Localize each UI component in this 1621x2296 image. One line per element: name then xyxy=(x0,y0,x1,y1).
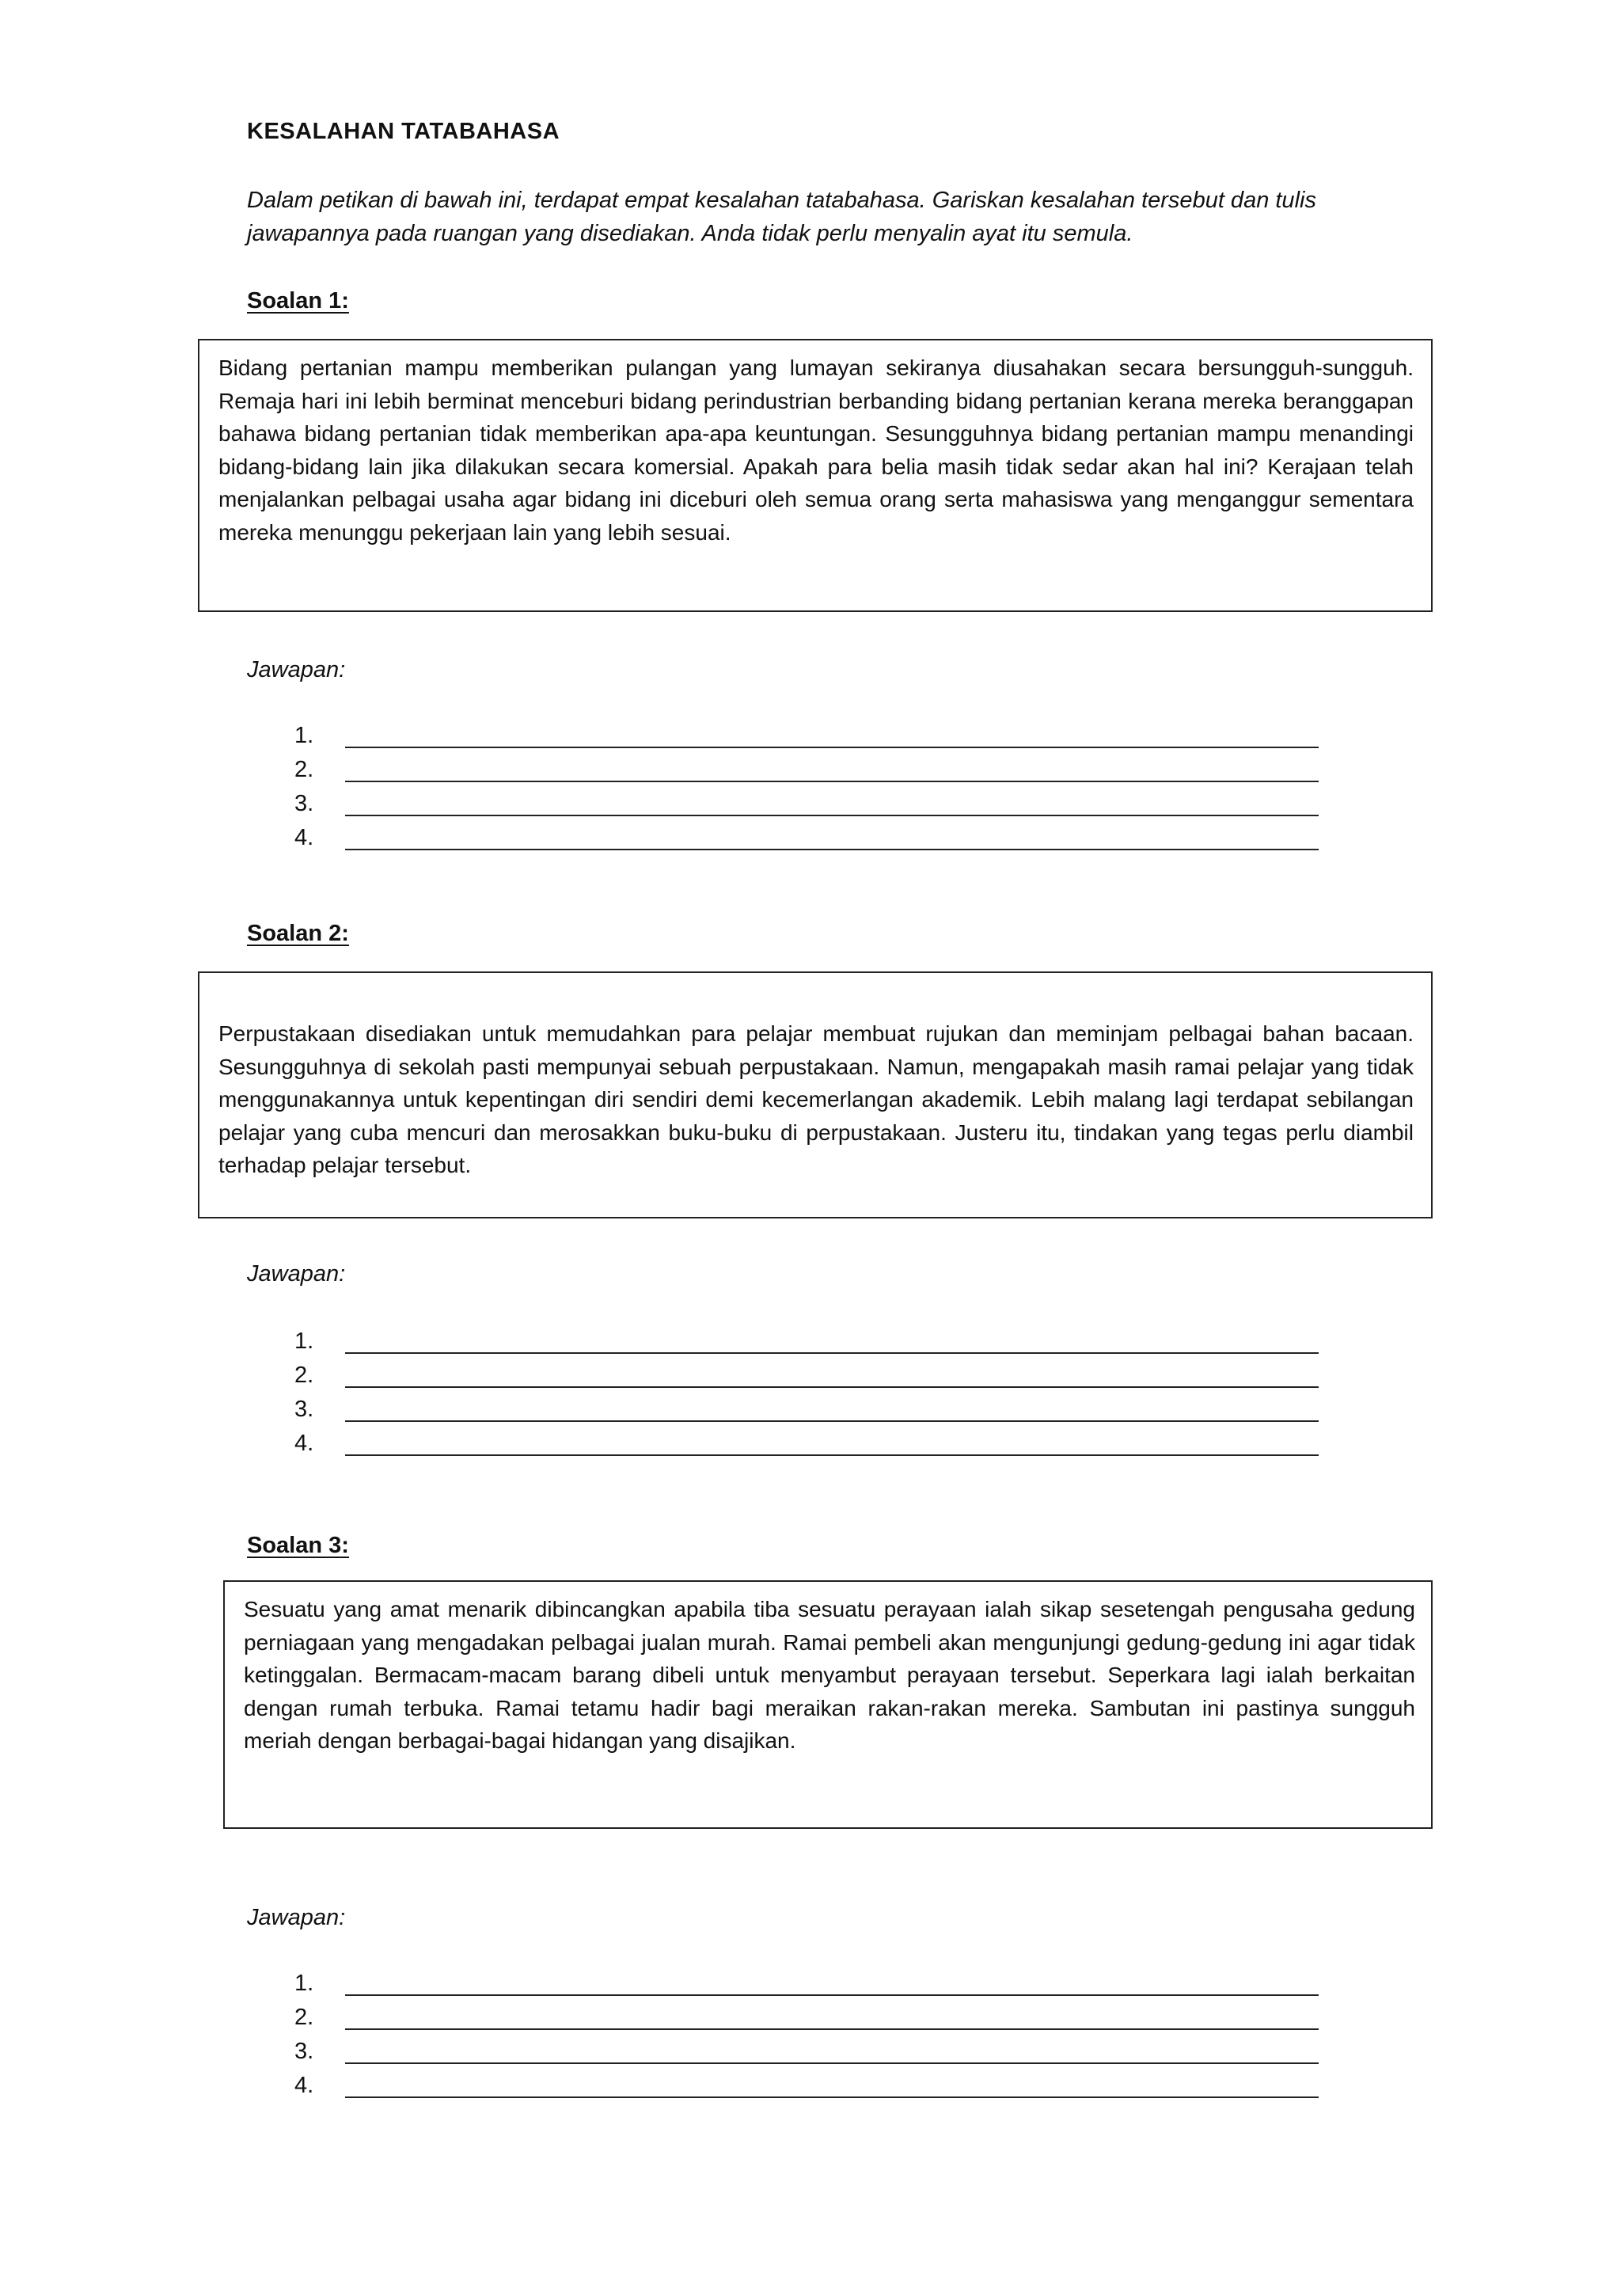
instructions-text: Dalam petikan di bawah ini, terdapat empat kesalahan tatabahasa. Gariskan kesalahan tersebut dan tulis jawapannya pada ruangan yang disediakan. Anda tidak perlu menyalin ayat itu semula. xyxy=(247,188,1316,246)
answer-line[interactable] xyxy=(345,1994,1319,1996)
answer-line[interactable] xyxy=(345,747,1319,748)
answer-line[interactable] xyxy=(345,2062,1319,2064)
question-1-passage-box xyxy=(198,339,1433,612)
question-3-answer-label: Jawapan: xyxy=(247,1905,346,1930)
question-2-heading: Soalan 2: xyxy=(247,921,349,946)
answer-line[interactable] xyxy=(345,1352,1319,1354)
answer-number: 2. xyxy=(294,2005,314,2030)
question-1-heading: Soalan 1: xyxy=(247,288,349,314)
answer-line[interactable] xyxy=(345,815,1319,816)
question-1-passage: Bidang pertanian mampu memberikan pulangan yang lumayan sekiranya diusahakan secara bersungguh-sungguh. Remaja hari ini lebih berminat menceburi bidang perindustrian berbanding bidang pertanian kerana mereka beranggapan bahawa bidang pertanian tidak memberikan apa-apa keuntungan. Sesungguhnya bidang pertanian mampu menandingi bidang-bidang lain jika dilakukan secara komersial. Apakah para belia masih tidak sedar akan hal ini? Kerajaan telah menjalankan pelbagai usaha agar bidang ini diceburi oleh semua orang serta mahasiswa yang menganggur sementara mereka menunggu pekerjaan lain yang lebih sesuai. xyxy=(218,355,1414,545)
answer-line[interactable] xyxy=(345,1420,1319,1422)
question-3-heading: Soalan 3: xyxy=(247,1533,349,1558)
answer-line[interactable] xyxy=(345,1454,1319,1456)
question-3-passage-box xyxy=(223,1580,1433,1829)
answer-line[interactable] xyxy=(345,1386,1319,1388)
answer-number: 1. xyxy=(294,723,314,748)
question-1-answer-label: Jawapan: xyxy=(247,657,346,682)
answer-line[interactable] xyxy=(345,2028,1319,2030)
answer-number: 1. xyxy=(294,1971,314,1996)
answer-line[interactable] xyxy=(345,781,1319,782)
answer-line[interactable] xyxy=(345,849,1319,850)
document-title: KESALAHAN TATABAHASA xyxy=(247,119,560,144)
answer-number: 1. xyxy=(294,1329,314,1354)
answer-number: 4. xyxy=(294,825,314,850)
answer-number: 3. xyxy=(294,1397,314,1422)
answer-number: 3. xyxy=(294,791,314,816)
answer-number: 3. xyxy=(294,2039,314,2064)
question-2-passage-box xyxy=(198,971,1433,1218)
question-2-answer-label: Jawapan: xyxy=(247,1261,346,1287)
answer-number: 4. xyxy=(294,2073,314,2098)
question-2-passage: Perpustakaan disediakan untuk memudahkan para pelajar membuat rujukan dan meminjam pelbagai bahan bacaan. Sesungguhnya di sekolah pasti mempunyai sebuah perpustakaan. Namun, mengapakah masih ramai pelajar yang tidak menggunakannya untuk kepentingan diri sendiri demi kecemerlangan akademik. Lebih malang lagi terdapat sebilangan pelajar yang cuba mencuri dan merosakkan buku-buku di perpustakaan. Justeru itu, tindakan yang tegas perlu diambil terhadap pelajar tersebut. xyxy=(218,1021,1414,1177)
answer-number: 2. xyxy=(294,757,314,782)
answer-number: 4. xyxy=(294,1431,314,1456)
answer-line[interactable] xyxy=(345,2096,1319,2098)
question-3-passage: Sesuatu yang amat menarik dibincangkan apabila tiba sesuatu perayaan ialah sikap sesetengah pengusaha gedung perniagaan yang mengadakan pelbagai jualan murah. Ramai pembeli akan mengunjungi gedung-gedung ini agar tidak ketinggalan. Bermacam-macam barang dibeli untuk menyambut perayaan tersebut. Seperkara lagi ialah berkaitan dengan rumah terbuka. Ramai tetamu hadir bagi meraikan rakan-rakan mereka. Sambutan ini pastinya sungguh meriah dengan berbagai-bagai hidangan yang disajikan. xyxy=(244,1597,1415,1753)
answer-number: 2. xyxy=(294,1363,314,1388)
